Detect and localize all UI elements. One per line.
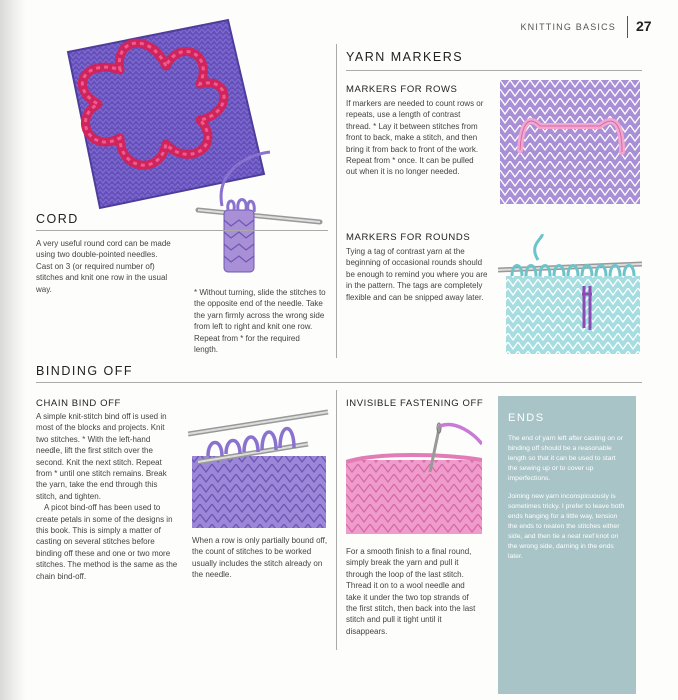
ends-sidebar — [498, 396, 636, 694]
column-divider — [336, 44, 337, 358]
cord-step-2: * Without turning, slide the stitches to the opposite end of the needle. Take the yarn firmly across the wrong side from left to right and knit one row. Repeat from * for the required length. — [194, 288, 326, 355]
yarn-markers-heading: YARN MARKERS — [346, 50, 464, 64]
ends-heading: ENDS — [508, 412, 545, 424]
cord-intro: A very useful round cord can be made using two double-pointed needles. — [36, 239, 171, 260]
chain-bind-off-text-1: A simple knit-stitch bind off is used in most of the blocks and projects. Knit two stitches. * With the left-hand needle, lift the first stitch over the second. Knit the next stitch. Repeat from * until one stitch remains. Break the yarn, take the end through this stitch, and tighten. — [36, 412, 167, 501]
chain-bind-off-title: CHAIN BIND OFF — [36, 398, 121, 409]
invisible-fastening-text: For a smooth finish to a final round, simply break the yarn and pull it through the loop of the last stitch. Thread it on to a wool needle and take it under the two top strands of the first stitch, then back into the last stitch and pull it tight until it disappears. — [346, 547, 476, 636]
invisible-fastening-illustration — [346, 414, 482, 534]
column-divider — [336, 390, 337, 650]
markers-rows-title: MARKERS FOR ROWS — [346, 84, 458, 95]
cord-illustration — [190, 146, 330, 280]
divider — [346, 70, 642, 71]
partial-bind-off-text: When a row is only partially bound off, the count of stitches to be worked usually includes the stitch already on the needle. — [192, 536, 328, 580]
chain-bind-off-text-2: A picot bind-off has been used to create petals in some of the designs in this book. This is simply a matter of casting on several stitches before binding off these and one or two more stitches. The method is the same as the chain bind-off. — [36, 503, 178, 581]
page-gutter-shadow — [0, 0, 26, 700]
cord-heading: CORD — [36, 212, 79, 226]
markers-rows-text: If markers are needed to count rows or repeats, use a length of contrast thread. * Lay it between stitches from front to back, make a stitch, and then bring it from back to front of the work. Repeat from * once. It can be pulled out when it is no longer needed. — [346, 99, 484, 177]
markers-rounds-text: Tying a tag of contrast yarn at the beginning of occasional rounds should be enough to remind you where you are in the pattern. The tags are completely flexible and can be snipped away later. — [346, 247, 488, 302]
section-label: KNITTING BASICS — [520, 22, 616, 32]
cord-step-1: Cast on 3 (or required number of) stitches and knit one row in the usual way. — [36, 261, 168, 294]
page-number: 27 — [636, 18, 652, 34]
divider — [36, 230, 328, 231]
ends-text-2: Joining new yarn inconspicuously is sometimes tricky. I prefer to leave both ends hanging for a little way, tension the ends to neaten the stitches either side, and then tie a neat reef knot on the wrong side, darning in the ends later. — [508, 493, 625, 560]
invisible-fastening-title: INVISIBLE FASTENING OFF — [346, 398, 484, 409]
ends-text-1: The end of yarn left after casting on or binding off should be a reasonable length so that it can be used to start the sewing up or to cover up imperfections. — [508, 435, 623, 482]
markers-rounds-title: MARKERS FOR ROUNDS — [346, 232, 471, 243]
header-divider — [627, 16, 628, 38]
markers-rows-illustration — [500, 80, 640, 204]
divider — [36, 382, 642, 383]
binding-off-heading: BINDING OFF — [36, 364, 134, 378]
chain-bind-off-illustration — [188, 404, 330, 528]
markers-rounds-illustration — [498, 234, 642, 354]
